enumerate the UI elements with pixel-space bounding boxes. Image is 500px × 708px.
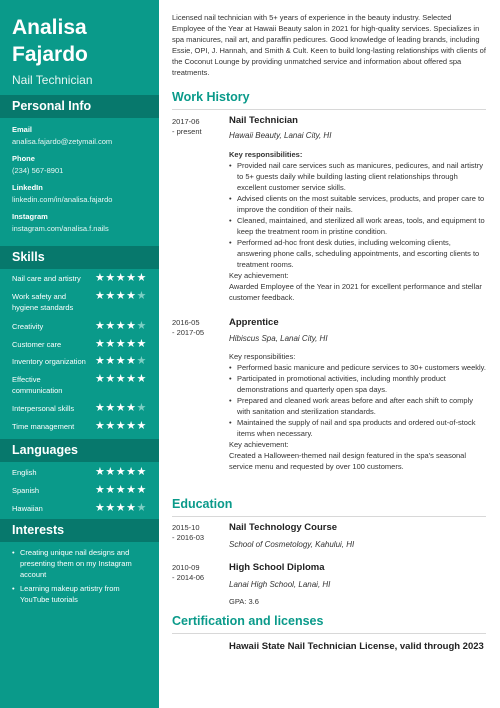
star-filled-icon: ★ <box>95 338 106 350</box>
linkedin-value[interactable]: linkedin.com/in/analisa.fajardo <box>12 195 113 204</box>
job-details <box>229 149 487 303</box>
star-filled-icon: ★ <box>105 338 116 350</box>
star-filled-icon: ★ <box>95 320 106 332</box>
star-filled-icon: ★ <box>95 484 106 496</box>
job-details <box>229 351 487 472</box>
skill-name <box>12 374 94 396</box>
job-date-end: - present <box>172 127 202 136</box>
responsibility-item: • Performed basic manicure and pedicure services to 30+ customers weekly. <box>229 362 487 373</box>
language-rating <box>95 483 147 496</box>
job-title-entry: Nail Technician <box>229 115 298 126</box>
certification-header: Certification and licenses <box>172 614 486 634</box>
education-date-start: 2010-09 <box>172 563 200 572</box>
star-empty-icon: ★ <box>136 355 147 367</box>
responsibility-item: • Prepared and cleaned work areas before and after each shift to comply with sanitation and sterilization standards. <box>229 395 487 417</box>
responsibility-item: • Cleaned, maintained, and sterilized all work areas, tools, and equipment to keep the treatment room in pristine condition. <box>229 215 487 237</box>
skill-name-line: Customer care <box>12 340 62 349</box>
star-filled-icon: ★ <box>105 355 116 367</box>
responsibility-item: • Advised clients on the most suitable services, products, and proper care to improve the condition of their nails. <box>229 193 487 215</box>
star-filled-icon: ★ <box>126 320 137 332</box>
job-company: Hawaii Beauty, Lanai City, HI <box>229 131 332 140</box>
skill-name <box>12 356 94 367</box>
star-filled-icon: ★ <box>105 484 116 496</box>
instagram-value[interactable]: instagram.com/analisa.f.nails <box>12 224 109 233</box>
job-date-start: 2017-06 <box>172 117 200 126</box>
star-filled-icon: ★ <box>126 420 137 432</box>
star-empty-icon: ★ <box>136 290 147 302</box>
star-filled-icon: ★ <box>105 502 116 514</box>
sidebar <box>0 0 159 708</box>
achievement-text: Awarded Employee of the Year in 2021 for excellent performance and stellar customer feedback. <box>229 282 482 302</box>
skill-name <box>12 321 94 332</box>
star-filled-icon: ★ <box>95 502 106 514</box>
skill-name-line: communication <box>12 386 63 395</box>
education-date-start: 2015-10 <box>172 523 200 532</box>
personal-info-header: Personal Info <box>0 95 159 118</box>
language-name: Spanish <box>12 486 40 495</box>
star-filled-icon: ★ <box>115 320 127 332</box>
skill-row <box>12 373 152 395</box>
skill-name-line: Time management <box>12 422 75 431</box>
star-filled-icon: ★ <box>136 466 147 478</box>
star-filled-icon: ★ <box>115 402 127 414</box>
education-date <box>172 563 204 583</box>
star-filled-icon: ★ <box>105 466 116 478</box>
skill-rating <box>95 337 147 350</box>
education-date-end: - 2014-06 <box>172 573 205 582</box>
star-filled-icon: ★ <box>126 484 137 496</box>
achievement-text: Created a Halloween-themed nail design featured in the spa's seasonal service menu and requested by over 100 customers. <box>229 451 466 471</box>
job-date <box>172 318 204 338</box>
star-filled-icon: ★ <box>95 355 106 367</box>
star-filled-icon: ★ <box>95 272 106 284</box>
job-title-entry: Apprentice <box>229 317 279 328</box>
skill-row <box>12 290 152 312</box>
skill-rating <box>95 354 147 367</box>
skill-rating <box>95 372 147 385</box>
star-filled-icon: ★ <box>95 290 106 302</box>
star-filled-icon: ★ <box>115 272 127 284</box>
education-school: School of Cosmetology, Kahului, HI <box>229 540 355 549</box>
star-empty-icon: ★ <box>136 320 147 332</box>
language-rating <box>95 465 147 478</box>
first-name: Analisa <box>12 16 87 39</box>
skill-name <box>12 339 94 350</box>
certification-item: Hawaii State Nail Technician License, valid through 2023 <box>229 641 484 652</box>
skills-header: Skills <box>0 246 159 269</box>
responsibility-item: • Participated in promotional activities, including monthly product demonstrations and quarterly open spa days. <box>229 373 487 395</box>
candidate-name <box>12 14 88 68</box>
job-company: Hibiscus Spa, Lanai City, HI <box>229 334 328 343</box>
education-title: High School Diploma <box>229 562 325 573</box>
email-value[interactable]: analisa.fajardo@zetymail.com <box>12 137 113 146</box>
skill-rating <box>95 319 147 332</box>
job-date <box>172 117 202 137</box>
star-empty-icon: ★ <box>136 502 147 514</box>
skill-name <box>12 403 94 414</box>
job-title: Nail Technician <box>12 73 93 87</box>
phone-label: Phone <box>12 154 35 163</box>
star-empty-icon: ★ <box>136 402 147 414</box>
languages-header: Languages <box>0 439 159 462</box>
star-filled-icon: ★ <box>105 373 116 385</box>
skill-rating <box>95 271 147 284</box>
skill-name <box>12 421 94 432</box>
star-filled-icon: ★ <box>105 272 116 284</box>
education-title: Nail Technology Course <box>229 522 338 533</box>
star-filled-icon: ★ <box>105 420 116 432</box>
star-filled-icon: ★ <box>136 484 147 496</box>
achievement-label: Key achievement: <box>229 440 289 449</box>
star-filled-icon: ★ <box>126 355 137 367</box>
responsibility-item: • Provided nail care services such as manicures, pedicures, and nail artistry to 5+ guests daily while building lasting client relationships through excellent customer service skills. <box>229 160 487 193</box>
star-filled-icon: ★ <box>95 373 106 385</box>
star-filled-icon: ★ <box>95 420 106 432</box>
interest-item: • Creating unique nail designs and presenting them on my Instagram account <box>12 547 150 580</box>
skill-name-line: Inventory organization <box>12 357 86 366</box>
responsibility-item: • Performed ad-hoc front desk duties, including welcoming clients, answering phone calls, scheduling appointments, and escorting clients to treatment rooms. <box>229 237 487 270</box>
star-filled-icon: ★ <box>136 338 147 350</box>
responsibilities-label: Key responsibilities: <box>229 150 303 159</box>
responsibilities-list <box>229 362 487 439</box>
language-name: English <box>12 468 37 477</box>
star-filled-icon: ★ <box>115 355 127 367</box>
interests-list <box>12 547 150 608</box>
star-filled-icon: ★ <box>126 502 137 514</box>
star-filled-icon: ★ <box>115 373 127 385</box>
star-filled-icon: ★ <box>105 320 116 332</box>
star-filled-icon: ★ <box>115 502 127 514</box>
star-filled-icon: ★ <box>126 373 137 385</box>
star-filled-icon: ★ <box>115 290 127 302</box>
education-date-end: - 2016-03 <box>172 533 205 542</box>
responsibilities-label: Key responsibilities: <box>229 352 296 361</box>
star-filled-icon: ★ <box>95 466 106 478</box>
skill-rating <box>95 289 147 302</box>
skill-name-line: Creativity <box>12 322 44 331</box>
star-filled-icon: ★ <box>126 466 137 478</box>
star-filled-icon: ★ <box>136 420 147 432</box>
phone-value[interactable]: (234) 567-8901 <box>12 166 64 175</box>
language-name: Hawaiian <box>12 504 43 513</box>
education-date <box>172 523 204 543</box>
star-filled-icon: ★ <box>126 290 137 302</box>
responsibility-item: • Maintained the supply of nail and spa products and ordered out-of-stock items when necessary. <box>229 417 487 439</box>
email-label: Email <box>12 125 33 134</box>
star-filled-icon: ★ <box>115 466 127 478</box>
star-filled-icon: ★ <box>95 402 106 414</box>
skill-name-line: Interpersonal skills <box>12 404 75 413</box>
star-filled-icon: ★ <box>126 272 137 284</box>
education-gpa: GPA: 3.6 <box>229 597 259 606</box>
star-filled-icon: ★ <box>136 272 147 284</box>
language-rating <box>95 501 147 514</box>
star-filled-icon: ★ <box>105 290 116 302</box>
work-history-header: Work History <box>172 90 486 110</box>
star-filled-icon: ★ <box>126 338 137 350</box>
star-filled-icon: ★ <box>126 402 137 414</box>
achievement-label: Key achievement: <box>229 271 289 280</box>
linkedin-label: LinkedIn <box>12 183 43 192</box>
education-header: Education <box>172 497 486 517</box>
interests-header: Interests <box>0 519 159 542</box>
instagram-label: Instagram <box>12 212 48 221</box>
skill-name-line: Work safety and <box>12 292 67 301</box>
skill-name-line: hygiene standards <box>12 303 74 312</box>
skill-rating <box>95 401 147 414</box>
skill-name-line: Effective <box>12 375 41 384</box>
skill-name <box>12 291 94 313</box>
star-filled-icon: ★ <box>136 373 147 385</box>
star-filled-icon: ★ <box>115 484 127 496</box>
responsibilities-list <box>229 160 487 270</box>
star-filled-icon: ★ <box>115 420 127 432</box>
skill-rating <box>95 419 147 432</box>
last-name: Fajardo <box>12 43 88 66</box>
skill-name <box>12 273 94 284</box>
star-filled-icon: ★ <box>115 338 127 350</box>
skill-name-line: Nail care and artistry <box>12 274 81 283</box>
profile-summary: Licensed nail technician with 5+ years of experience in the beauty industry. Selected Employee of the Year at Hawaii Beauty salon in 2021 for high-quality services. Specializes in spa manicures, nail art, and paraffin pedicures. Good knowledge of leading brands, including Essie, OPI, J. Hannah, and Smith & Cult. Keen to build long-lasting relationships with clients of the Coconut Lounge by providing unmatched service and information about offered spa treatments. <box>172 13 486 77</box>
interest-item: • Learning makeup artistry from YouTube tutorials <box>12 583 150 605</box>
job-date-start: 2016-05 <box>172 318 200 327</box>
education-school: Lanai High School, Lanai, HI <box>229 580 331 589</box>
job-date-end: - 2017-05 <box>172 328 205 337</box>
star-filled-icon: ★ <box>105 402 116 414</box>
skill-row <box>12 421 152 439</box>
